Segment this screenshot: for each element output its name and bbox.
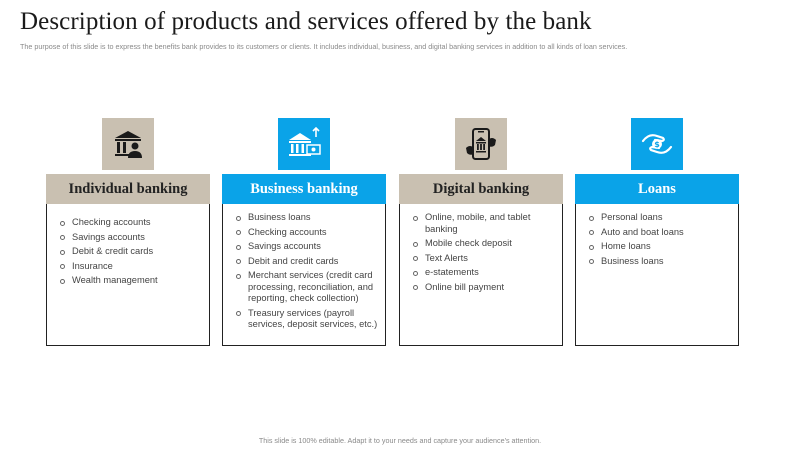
list-item: Online bill payment [411, 282, 556, 294]
svg-text:$: $ [654, 140, 660, 149]
list-item: Mobile check deposit [411, 238, 556, 250]
card-individual-banking [46, 118, 210, 346]
card-header: Individual banking [46, 174, 210, 204]
list-item: Online, mobile, and tablet banking [411, 212, 556, 235]
page-title: Description of products and services offered by the bank [20, 8, 592, 35]
list-item: Merchant services (credit card processing, reconciliation, and reporting, check collection) [234, 270, 379, 305]
bank-money-icon [278, 118, 330, 170]
service-list [58, 217, 203, 287]
service-list [234, 212, 379, 331]
page-subtitle: The purpose of this slide is to express the benefits bank provides to its customers or clients. It includes individual, business, and digital banking services in addition to all kinds of loan services. [20, 42, 628, 51]
card-body [399, 204, 563, 346]
list-item: Checking accounts [234, 227, 379, 239]
list-item: Checking accounts [58, 217, 203, 229]
list-item: Business loans [587, 256, 732, 268]
list-item: e-statements [411, 267, 556, 279]
card-header: Loans [575, 174, 739, 204]
footer-note: This slide is 100% editable. Adapt it to your needs and capture your audience's attention. [258, 436, 542, 445]
card-loans [575, 118, 739, 346]
hand-coins-icon [631, 118, 683, 170]
list-item: Treasury services (payroll services, deposit services, etc.) [234, 308, 379, 331]
mobile-bank-icon [455, 118, 507, 170]
bank-person-icon [102, 118, 154, 170]
list-item: Debit and credit cards [234, 256, 379, 268]
card-body [575, 204, 739, 346]
list-item: Text Alerts [411, 253, 556, 265]
list-item: Auto and boat loans [587, 227, 732, 239]
list-item: Wealth management [58, 275, 203, 287]
card-body [46, 204, 210, 346]
card-header: Digital banking [399, 174, 563, 204]
card-header: Business banking [222, 174, 386, 204]
card-digital-banking [399, 118, 563, 346]
card-business-banking [222, 118, 386, 346]
list-item: Debit & credit cards [58, 246, 203, 258]
list-item: Personal loans [587, 212, 732, 224]
card-body [222, 204, 386, 346]
list-item: Insurance [58, 261, 203, 273]
service-list [411, 212, 556, 293]
list-item: Savings accounts [234, 241, 379, 253]
list-item: Business loans [234, 212, 379, 224]
list-item: Home loans [587, 241, 732, 253]
service-list [587, 212, 732, 267]
list-item: Savings accounts [58, 232, 203, 244]
